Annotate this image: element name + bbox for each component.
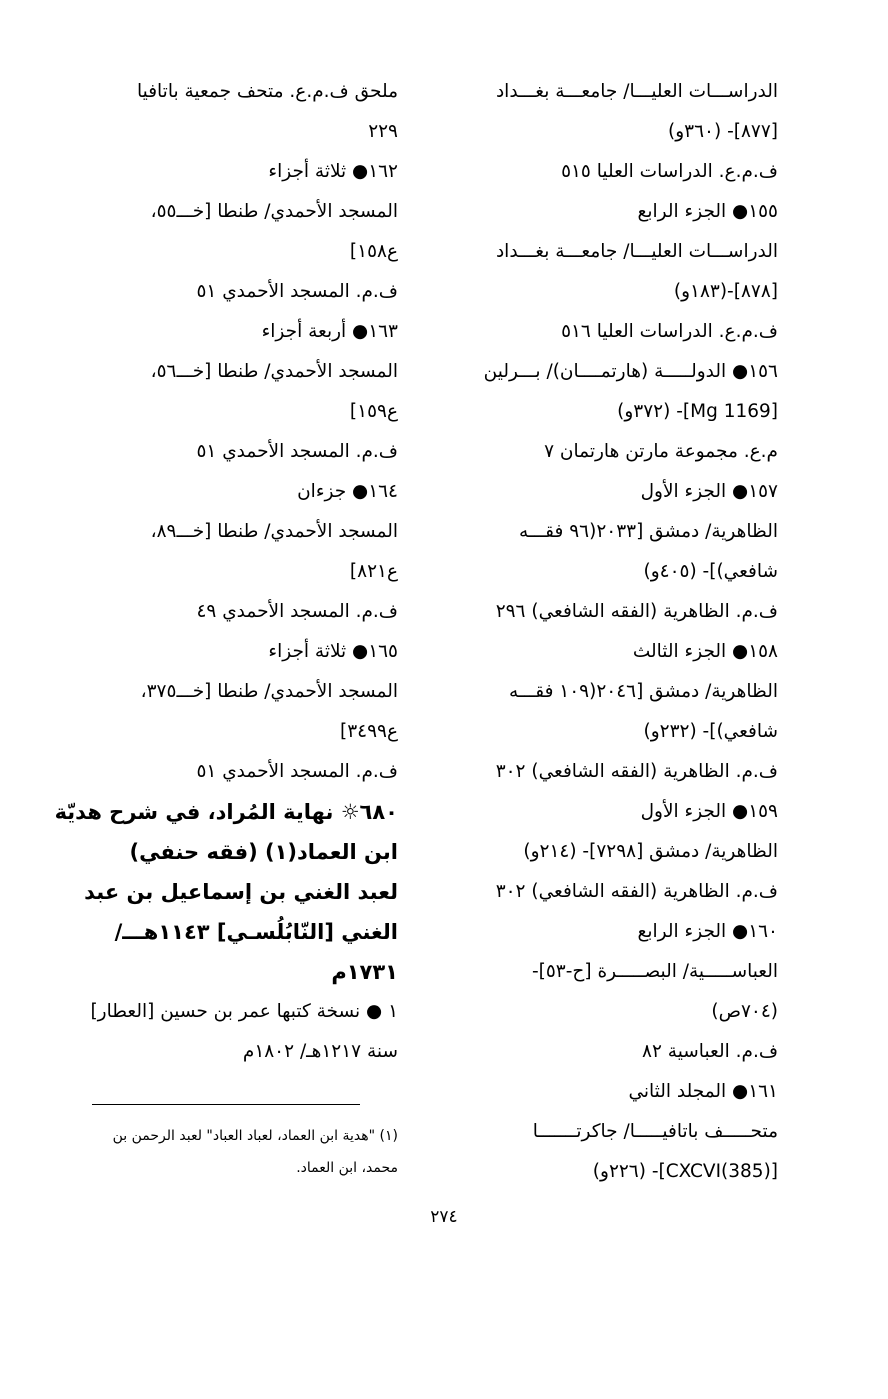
footnote [53,1120,398,1184]
text-line: [Mg 1169]- (٣٧٢و) [617,401,778,422]
text-line: الظاهرية/ دمشق [٢٠٤٦(١٠٩ فقـــه [509,681,778,702]
text-line: ف.م. المسجد الأحمدي ٥١ [196,761,398,782]
text-line: الظاهرية/ دمشق [٧٢٩٨]- (٢١٤و) [523,841,778,862]
text-line: ف.م. المسجد الأحمدي ٥١ [196,441,398,462]
footnote-line: محمد، ابن العماد. [296,1160,398,1176]
entry-heading: ١٦٥● ثلاثة أجزاء [268,641,398,662]
text-line: ف.م. الظاهرية (الفقه الشافعي) ٢٩٦ [495,601,778,622]
entry-heading: ١٦١● المجلد الثاني [628,1081,778,1102]
text-line: ف.م. الظاهرية (الفقه الشافعي) ٣٠٢ [495,761,778,782]
text-line: شافعي)]- (٢٣٢و) [643,721,778,742]
entry-heading: ١٦٢● ثلاثة أجزاء [268,161,398,182]
text-line: ف.م.ع. الدراسات العليا ٥١٦ [561,321,778,342]
text-line: ع١٥٩] [349,401,398,422]
entry-heading: ١٦٠● الجزء الرابع [637,921,778,942]
text-line: العباســـــية/ البصـــــرة [ح-٥٣]- [531,961,778,982]
text-line: ع٣٤٩٩] [339,721,398,742]
text-line: م.ع. مجموعة مارتن هارتمان ٧ [544,441,778,462]
entry-heading: ١٦٤● جزءان [297,481,398,502]
text-line: [(385)CXCVI]- (٢٢٦و) [592,1161,778,1182]
entry-heading: ١ ● نسخة كتبها عمر بن حسين [العطار] [90,1001,398,1022]
work-title: ابن العماد(١) (فقه حنفي) [129,840,398,864]
entry-heading: ١٥٩● الجزء الأول [640,801,778,822]
text-line: الدراســـات العليـــا/ جامعـــة بغـــداد [495,241,778,262]
text-line: ٢٢٩ [368,121,398,142]
text-line: شافعي)]- (٤٠٥و) [643,561,778,582]
text-line: ف.م. الظاهرية (الفقه الشافعي) ٣٠٢ [495,881,778,902]
author-line: لعبد الغني بن إسماعيل بن عبد [84,880,398,904]
footnote-divider [92,1104,360,1105]
text-line: ع٨٢١] [349,561,398,582]
entry-heading: ١٥٥● الجزء الرابع [637,201,778,222]
text-line: ع١٥٨] [349,241,398,262]
work-title: ٦٨٠☼ نهاية المُراد، في شرح هديّة [54,800,398,824]
text-line: المسجد الأحمدي/ طنطا [خـــ٣٧٥، [140,681,398,702]
text-line: الظاهرية/ دمشق [٢٠٣٣(٩٦ فقـــه [518,521,778,542]
text-line: الدراســـات العليـــا/ جامعـــة بغـــداد [495,81,778,102]
footnote-line: (١) "هدية ابن العماد، لعباد العباد" لعبد الرحمن بن [112,1128,398,1144]
page-number: ٢٧٤ [430,1207,458,1227]
text-line: ف.م. المسجد الأحمدي ٥١ [196,281,398,302]
text-line: ف.م.ع. الدراسات العليا ٥١٥ [561,161,778,182]
text-line: [٨٧٨]-(١٨٣و) [673,281,778,302]
author-line: ١٧٣١م [331,960,398,984]
text-line: ف.م. العباسية ٨٢ [642,1041,778,1062]
entry-heading: ١٦٣● أربعة أجزاء [261,321,398,342]
left-column [53,72,398,1072]
author-line: الغني [النّابُلُسـي] ١١٤٣هـــ/ [114,920,398,944]
entry-heading: ١٥٨● الجزء الثالث [632,641,778,662]
text-line: ملحق ف.م.ع. متحف جمعية باتافيا [136,81,398,102]
right-column [438,72,778,1192]
text-line: متحـــــف باتافيـــــا/ جاكرتـــــــا [532,1121,778,1142]
text-line: المسجد الأحمدي/ طنطا [خـــ٨٩، [150,521,398,542]
text-line: المسجد الأحمدي/ طنطا [خـــ٥٦، [150,361,398,382]
text-line: سنة ١٢١٧هـ/ ١٨٠٢م [242,1041,398,1062]
text-line: [٨٧٧]- (٣٦٠و) [668,121,778,142]
text-line: المسجد الأحمدي/ طنطا [خـــ٥٥، [150,201,398,222]
entry-heading: ١٥٦● الدولـــــة (هارتمــــان)/ بـــرلين [483,361,778,382]
entry-heading: ١٥٧● الجزء الأول [640,481,778,502]
text-line: ف.م. المسجد الأحمدي ٤٩ [196,601,398,622]
text-line: (٧٠٤ص) [711,1001,778,1022]
